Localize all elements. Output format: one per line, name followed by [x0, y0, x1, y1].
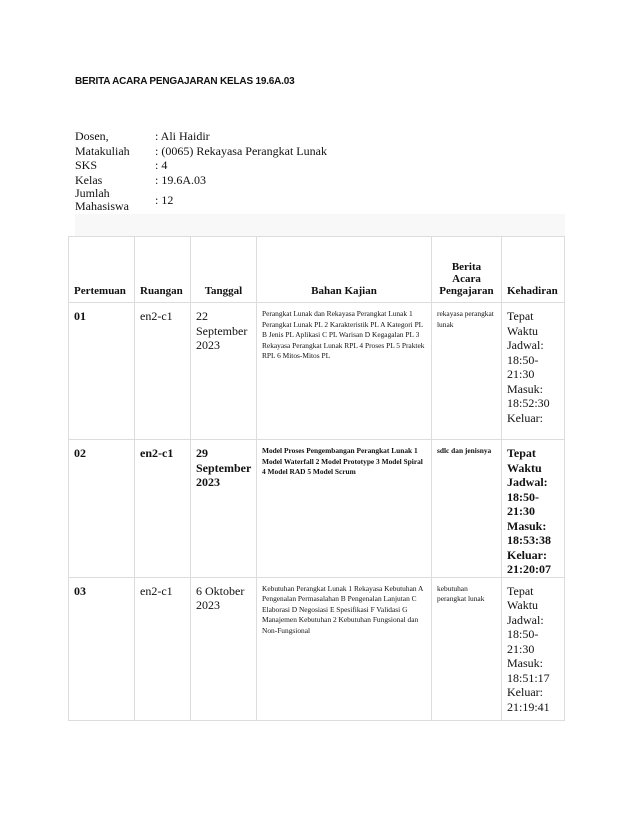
kehadiran-line: Keluar: [507, 685, 543, 699]
info-value: : (0065) Rekayasa Perangkat Lunak [155, 143, 327, 158]
cell-pertemuan: 03 [69, 577, 135, 720]
kehadiran-line: Keluar: [507, 547, 547, 562]
kehadiran-line: 18:51:17 [507, 670, 550, 685]
info-value: : 19.6A.03 [155, 172, 206, 187]
info-value: : Ali Haidir [155, 129, 210, 143]
table-header [69, 237, 565, 303]
header-bahan-kajian: Bahan Kajian [257, 237, 432, 303]
header-tanggal: Tanggal [191, 237, 257, 303]
cell-bahan-kajian: Perangkat Lunak dan Rekayasa Perangkat Lunak 1 Perangkat Lunak PL 2 Karakteristik PL A Kategori PL B Jenis PL Aplikasi C PL Warisan D Kegagalan PL 3 Rekayasa Perangkat Lunak RPL 4 Proses PL 5 Praktek RPL 6 Mitos-Mitos PL [257, 303, 432, 440]
cell-pertemuan: 01 [69, 303, 135, 440]
spacer-band [75, 214, 565, 236]
kehadiran-line: Waktu [507, 323, 539, 338]
info-value: : 4 [155, 158, 168, 172]
kehadiran-line: 21:20:07 [507, 562, 551, 576]
kehadiran-line: Tepat [507, 309, 534, 323]
kehadiran-line: Tepat [507, 446, 536, 460]
info-label-line: Jumlah [75, 186, 110, 200]
course-info [75, 129, 565, 213]
info-row-kelas [75, 173, 565, 188]
info-row-jumlah-mahasiswa [75, 187, 565, 213]
kehadiran-line: 21:30 [507, 504, 535, 518]
header-kehadiran: Kehadiran [502, 237, 565, 303]
info-row-matakuliah [75, 144, 565, 159]
info-value: : 12 [155, 192, 174, 207]
info-label: Kelas [75, 172, 103, 187]
kehadiran-line: 18:50- [507, 627, 539, 641]
header-berita-acara: Berita Acara Pengajaran [432, 237, 502, 303]
kehadiran-line: Tepat [507, 583, 534, 598]
table-row [69, 303, 565, 440]
kehadiran-line: Keluar: [507, 410, 543, 425]
kehadiran-line: 21:30 [507, 641, 535, 656]
cell-ruangan: en2-c1 [135, 577, 191, 720]
kehadiran-line: Jadwal: [507, 612, 544, 627]
info-label: SKS [75, 158, 98, 172]
kehadiran-line: 18:52:30 [507, 396, 550, 410]
document-title: BERITA ACARA PENGAJARAN KELAS 19.6A.03 [75, 76, 295, 87]
info-label: Matakuliah [75, 143, 130, 158]
cell-berita-acara: sdlc dan jenisnya [432, 440, 502, 578]
cell-bahan-kajian: Kebutuhan Perangkat Lunak 1 Rekayasa Kebutuhan A Pengenalan Permasalahan B Pengenalan Lanjutan C Elaborasi D Negosiasi E Spesifikasi F Validasi G Manajemen Kebutuhan 2 Kebutuhan Fungsional dan Non-Fungsional [257, 577, 432, 720]
cell-kehadiran [502, 303, 565, 440]
cell-tanggal: 22 September 2023 [191, 303, 257, 440]
kehadiran-line: Jadwal: [507, 475, 548, 489]
info-row-sks [75, 158, 565, 173]
kehadiran-line: Masuk: [507, 518, 547, 533]
kehadiran-line: Jadwal: [507, 338, 544, 352]
cell-bahan-kajian: Model Proses Pengembangan Perangkat Lunak 1 Model Waterfall 2 Model Prototype 3 Model Spiral 4 Model RAD 5 Model Scrum [257, 440, 432, 578]
kehadiran-line: Masuk: [507, 656, 543, 670]
cell-ruangan: en2-c1 [135, 440, 191, 578]
table-row [69, 440, 565, 578]
cell-kehadiran [502, 577, 565, 720]
cell-kehadiran [502, 440, 565, 578]
kehadiran-line: Waktu [507, 460, 542, 475]
kehadiran-line: 21:30 [507, 367, 535, 381]
kehadiran-line: Masuk: [507, 381, 543, 396]
cell-ruangan: en2-c1 [135, 303, 191, 440]
cell-berita-acara: rekayasa perangkat lunak [432, 303, 502, 440]
info-label: Dosen, [75, 129, 109, 143]
table-row [69, 577, 565, 720]
kehadiran-line: 18:53:38 [507, 533, 551, 547]
kehadiran-line: 18:50- [507, 352, 539, 367]
attendance-table [68, 236, 565, 721]
header-pertemuan: Pertemuan [69, 237, 135, 303]
header-ruangan: Ruangan [135, 237, 191, 303]
info-label-line: Mahasiswa [75, 199, 129, 213]
info-label [75, 187, 155, 213]
cell-berita-acara: kebutuhan perangkat lunak [432, 577, 502, 720]
cell-pertemuan: 02 [69, 440, 135, 578]
info-row-dosen [75, 129, 565, 144]
cell-tanggal: 6 Oktober 2023 [191, 577, 257, 720]
kehadiran-line: 18:50- [507, 489, 539, 504]
kehadiran-line: Waktu [507, 598, 539, 612]
cell-tanggal: 29 September 2023 [191, 440, 257, 578]
kehadiran-line: 21:19:41 [507, 699, 550, 714]
